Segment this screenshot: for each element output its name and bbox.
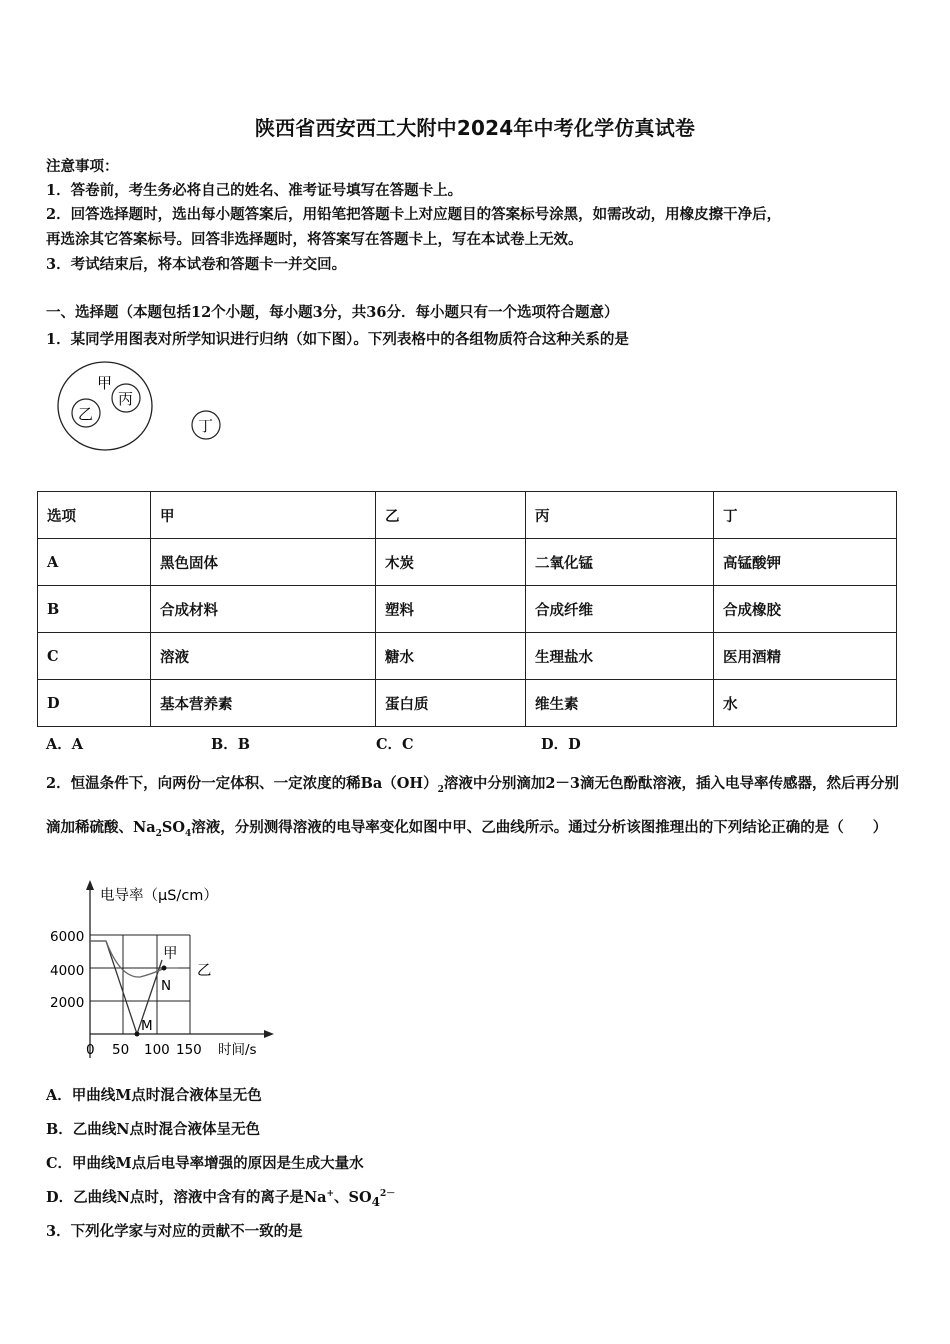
y-tick-4000: 4000 bbox=[50, 963, 85, 979]
table-cell: 高锰酸钾 bbox=[714, 539, 897, 586]
table-cell: 蛋白质 bbox=[376, 680, 526, 727]
answer-choice-b[interactable]: B．B bbox=[211, 736, 251, 753]
table-cell: 二氧化锰 bbox=[526, 539, 714, 586]
x-tick-150: 150 bbox=[176, 1042, 202, 1058]
q2-option-d-text-b: 、SO bbox=[334, 1189, 372, 1206]
q2-option-d-sup2: 2－ bbox=[380, 1189, 396, 1200]
x-tick-50: 50 bbox=[112, 1042, 130, 1058]
table-cell: 溶液 bbox=[151, 633, 376, 680]
table-cell: 合成纤维 bbox=[526, 586, 714, 633]
q2-option-d-sub: 4 bbox=[371, 1194, 381, 1209]
question-2-stem bbox=[46, 765, 912, 853]
note-2-continued: 再选涂其它答案标号。回答非选择题时，将答案写在答题卡上，写在本试卷上无效。 bbox=[46, 231, 583, 248]
point-M bbox=[135, 1032, 140, 1037]
answer-choice-c[interactable]: C．C bbox=[376, 736, 414, 753]
q2-option-d-sup1: + bbox=[326, 1189, 335, 1200]
x-axis-label: 时间/s bbox=[218, 1042, 257, 1058]
y-tick-6000: 6000 bbox=[50, 929, 85, 945]
x-tick-100: 100 bbox=[144, 1042, 170, 1058]
table-header-row bbox=[38, 492, 897, 539]
question-1-stem: 1．某同学用图表对所学知识进行归纳（如下图）。下列表格中的各组物质符合这种关系的是 bbox=[46, 331, 629, 348]
table-cell: 医用酒精 bbox=[714, 633, 897, 680]
q2-option-c[interactable]: C．甲曲线M点后电导率增强的原因是生成大量水 bbox=[46, 1155, 364, 1172]
question-3-stem: 3．下列化学家与对应的贡献不一致的是 bbox=[46, 1223, 303, 1240]
table-row bbox=[38, 633, 897, 680]
q2-na-sub: 2 bbox=[155, 828, 162, 839]
conductivity-graph bbox=[40, 878, 290, 1068]
table-cell: 塑料 bbox=[376, 586, 526, 633]
note-2: 2．回答选择题时，选出每小题答案后，用铅笔把答题卡上对应题目的答案标号涂黑，如需改动，用橡皮擦干净后， bbox=[46, 206, 782, 223]
table-cell: 生理盐水 bbox=[526, 633, 714, 680]
table-cell: 选项 bbox=[38, 492, 151, 539]
table-row bbox=[38, 586, 897, 633]
table-cell: 乙 bbox=[376, 492, 526, 539]
table-cell: D bbox=[38, 680, 151, 727]
y-axis-label: 电导率（μS/cm） bbox=[100, 888, 218, 904]
q2-option-d-text-a: D．乙曲线N点时，溶液中含有的离子是Na bbox=[46, 1189, 327, 1206]
label-M: M bbox=[141, 1018, 153, 1034]
q2-option-b[interactable]: B．乙曲线N点时混合液体呈无色 bbox=[46, 1121, 261, 1138]
venn-label-yi: 乙 bbox=[78, 405, 94, 423]
table-row bbox=[38, 680, 897, 727]
table-cell: 木炭 bbox=[376, 539, 526, 586]
venn-diagram bbox=[56, 358, 236, 468]
table-cell: 合成橡胶 bbox=[714, 586, 897, 633]
x-tick-0: 0 bbox=[86, 1042, 95, 1058]
table-cell: A bbox=[38, 539, 151, 586]
q2-option-a[interactable]: A．甲曲线M点时混合液体呈无色 bbox=[46, 1087, 262, 1104]
table-cell: B bbox=[38, 586, 151, 633]
label-jia: 甲 bbox=[163, 946, 178, 962]
venn-label-ding: 丁 bbox=[198, 417, 214, 435]
exam-title: 陕西省西安西工大附中2024年中考化学仿真试卷 bbox=[254, 116, 696, 140]
table-cell: 基本营养素 bbox=[151, 680, 376, 727]
table-cell: 维生素 bbox=[526, 680, 714, 727]
notes-heading: 注意事项： bbox=[46, 158, 119, 175]
note-1: 1．答卷前，考生务必将自己的姓名、准考证号填写在答题卡上。 bbox=[46, 182, 463, 199]
table-cell: 黑色固体 bbox=[151, 539, 376, 586]
x-axis-arrow bbox=[264, 1030, 274, 1038]
venn-label-bing: 丙 bbox=[118, 390, 134, 408]
venn-label-jia: 甲 bbox=[97, 374, 113, 392]
answer-choice-d[interactable]: D．D bbox=[541, 736, 581, 753]
table-cell: 甲 bbox=[151, 492, 376, 539]
point-N bbox=[162, 966, 167, 971]
table-row bbox=[38, 539, 897, 586]
q2-stem-sub: 2 bbox=[437, 784, 444, 795]
note-3: 3．考试结束后，将本试卷和答题卡一并交回。 bbox=[46, 256, 347, 273]
answer-choice-a[interactable]: A．A bbox=[46, 736, 84, 753]
table-cell: C bbox=[38, 633, 151, 680]
q2-so-sub: 4 bbox=[185, 828, 192, 839]
section-1-heading: 一、选择题（本题包括12个小题，每小题3分，共36分．每小题只有一个选项符合题意） bbox=[46, 304, 619, 321]
q2-stem-part-a: 2．恒温条件下，向两份一定体积、一定浓度的稀Ba（OH） bbox=[46, 775, 438, 792]
table-cell: 丙 bbox=[526, 492, 714, 539]
label-N: N bbox=[161, 978, 172, 994]
y-tick-2000: 2000 bbox=[50, 995, 85, 1011]
label-yi: 乙 bbox=[197, 963, 212, 979]
q2-option-d[interactable] bbox=[46, 1186, 395, 1209]
q2-stem-part-b: 溶液中分别滴加2－3滴无色酚酞溶液，插入电导率传感器，然后再分别滴加稀硫酸、Na bbox=[46, 775, 900, 836]
table-cell: 合成材料 bbox=[151, 586, 376, 633]
y-axis-arrow bbox=[86, 880, 94, 890]
q1-options-table bbox=[37, 491, 897, 727]
table-cell: 水 bbox=[714, 680, 897, 727]
q2-so-text: SO bbox=[161, 818, 186, 836]
table-cell: 糖水 bbox=[376, 633, 526, 680]
table-cell: 丁 bbox=[714, 492, 897, 539]
q2-stem-part-c: 溶液，分别测得溶液的电导率变化如图中甲、乙曲线所示。通过分析该图推理出的下列结论正确的是（ ） bbox=[191, 818, 888, 836]
